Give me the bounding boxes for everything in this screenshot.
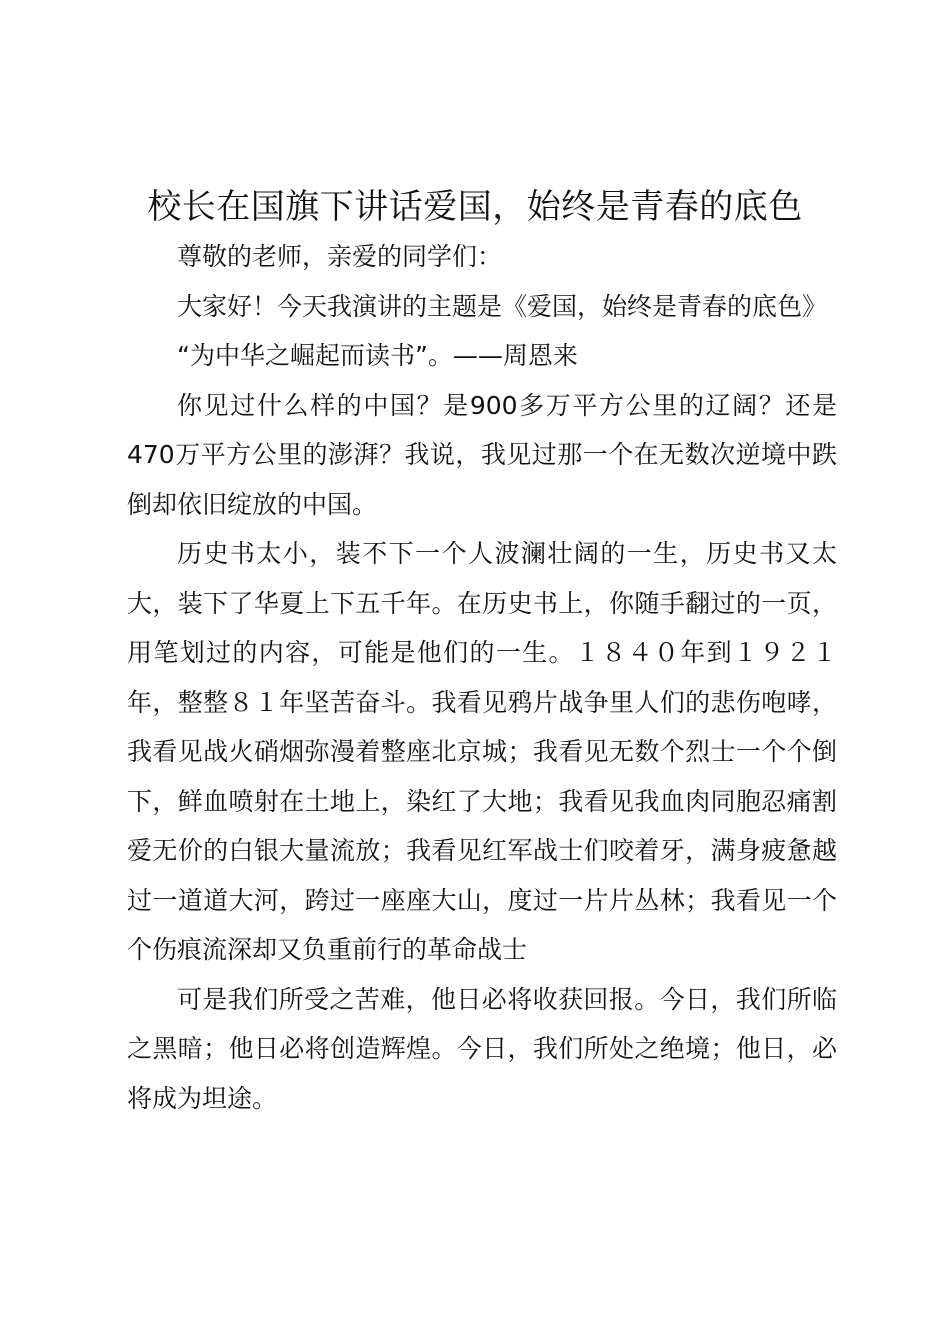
greeting-paragraph: 大家好！今天我演讲的主题是《爱国，始终是青春的底色》 — [177, 291, 828, 321]
salutation-paragraph: 尊敬的老师，亲爱的同学们： — [177, 242, 503, 271]
quote-paragraph: “为中华之崛起而读书”。——周恩来 — [177, 341, 578, 370]
document-body — [127, 232, 837, 1123]
body-paragraph: 你见过什么样的中国？是900多万平方公里的辽阔？还是470万平方公里的澎湃？我说，我见过那一个在无数次逆境中跌倒却依旧绽放的中国。 — [127, 390, 837, 519]
body-paragraph: 可是我们所受之苦难，他日必将收获回报。今日，我们所临之黑暗；他日必将创造辉煌。今日，我们所处之绝境；他日，必将成为坦途。 — [127, 984, 837, 1113]
body-paragraph: 历史书太小，装不下一个人波澜壮阔的一生，历史书又太大，装下了华夏上下五千年。在历史书上，你随手翻过的一页，用笔划过的内容，可能是他们的一生。１８４０年到１９２１年，整整８１年坚苦奋斗。我看见鸦片战争里人们的悲伤咆哮，我看见战火硝烟弥漫着整座北京城；我看见无数个烈士一个个倒下，鲜血喷射在土地上，染红了大地；我看见我血肉同胞忍痛割爱无价的白银大量流放；我看见红军战士们咬着牙，满身疲惫越过一道道大河，跨过一座座大山，度过一片片丛林；我看见一个个伤痕流深却又负重前行的革命战士 — [127, 539, 837, 964]
document-title: 校长在国旗下讲话爱国，始终是青春的底色 — [147, 187, 803, 227]
